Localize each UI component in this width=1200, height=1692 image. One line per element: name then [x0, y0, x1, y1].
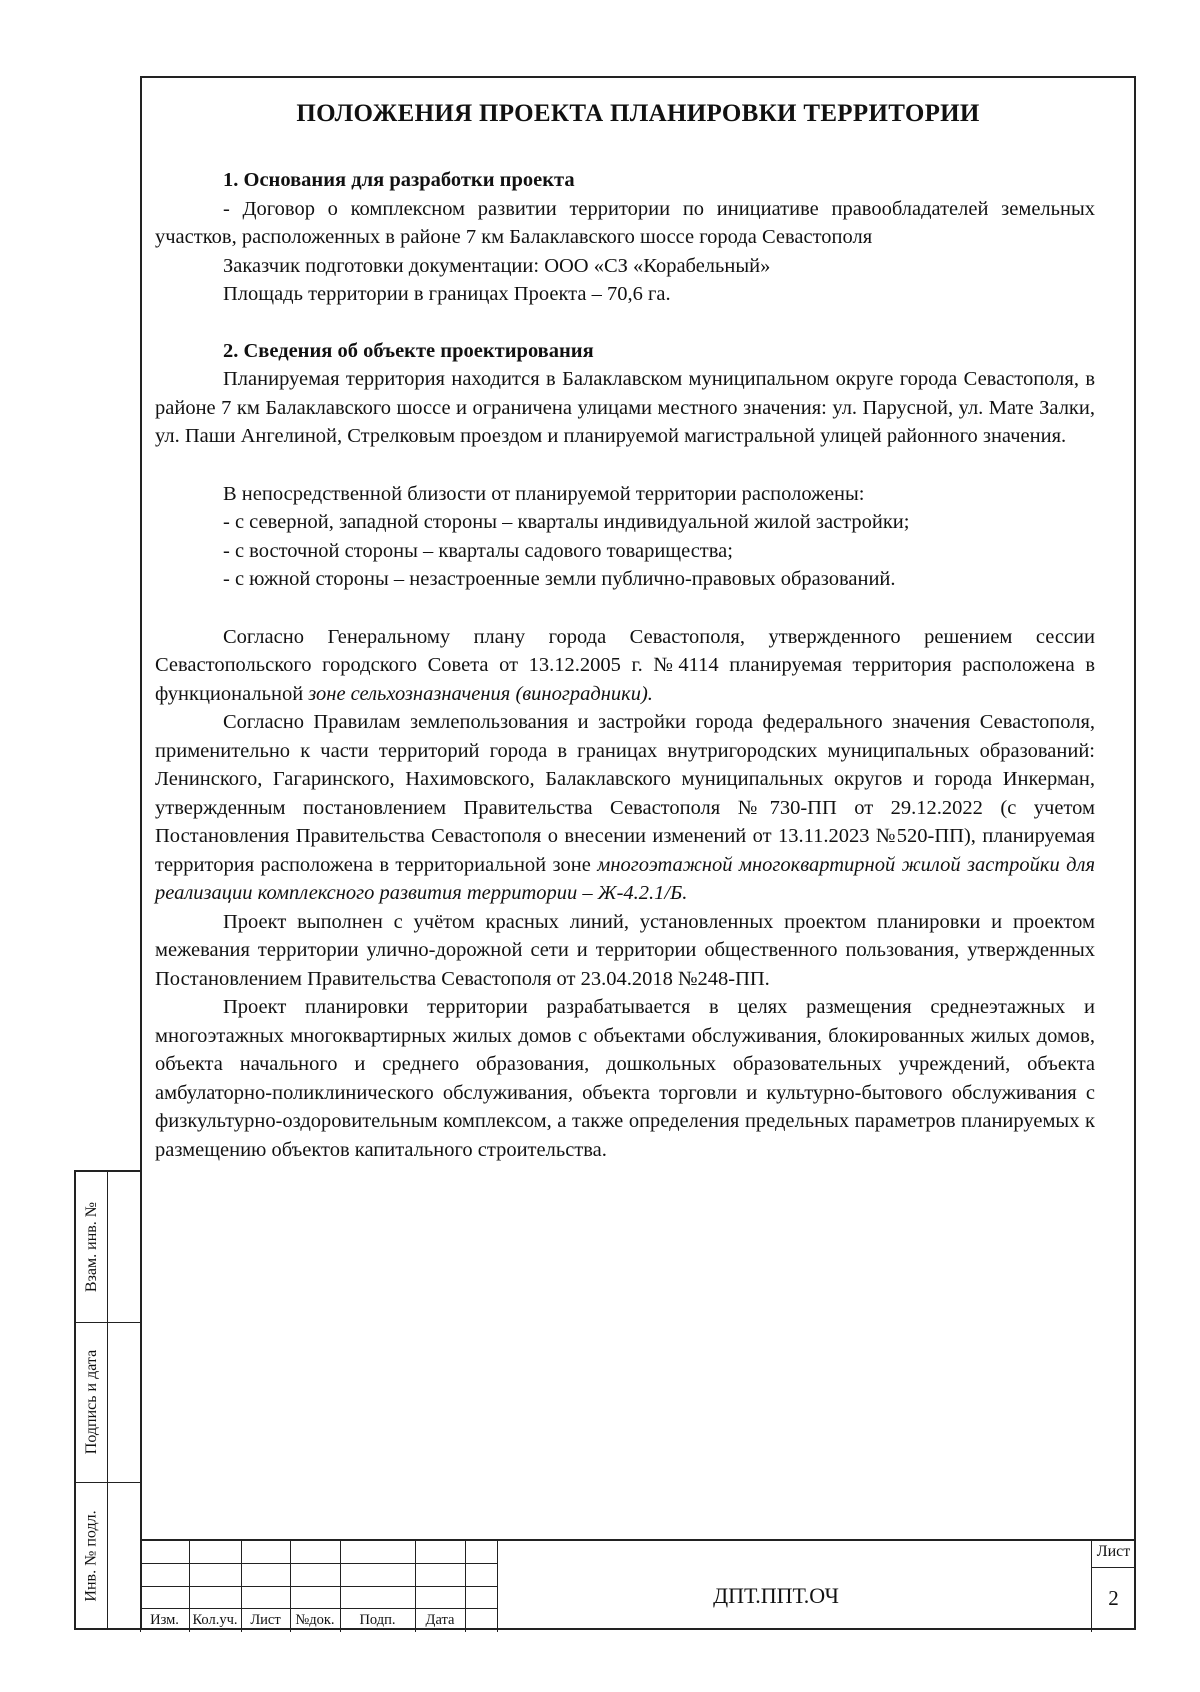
document-code: ДПТ.ППТ.ОЧ: [713, 1582, 839, 1608]
section-1-customer: Заказчик подготовки документации: ООО «СЗ «Корабельный»: [223, 254, 771, 277]
general-plan-paragraph: [155, 623, 1095, 709]
header-sheet: Лист: [250, 1611, 281, 1628]
surroundings-intro: В непосредственной близости от планируемой территории расположены:: [223, 482, 865, 505]
surroundings-north-west: - с северной, западной стороны – кварталы индивидуальной жилой застройки;: [223, 511, 910, 533]
side-stamp-signature-date: Подпись и дата: [83, 1349, 100, 1455]
zoning-rules-zone: многоэтажной многоквартирной жилой застройки для реализации комплексного развития территории – Ж-4.2.1/Б.: [155, 853, 1095, 904]
section-2-location: Планируемая территория находится в Балаклавском муниципальном округе города Севастополя, в районе 7 км Балаклавского шоссе и ограничена улицами местного значения: ул. Парусной, ул. Мате Залки, ул. Паши Ангелиной, Стрелковым проездом и планируемой магистральной улицей районного значения.: [155, 368, 1095, 447]
purpose-paragraph: Проект планировки территории разрабатывается в целях размещения среднеэтажных и многоэтажных многоквартирных жилых домов с объектами обслуживания, блокированных жилых домов, объекта начального и среднего образования, дошкольных образовательных учреждений, объекта амбулаторно-поликлинического обслуживания, объекта торговли и культурно-бытового обслуживания с физкультурно-оздоровительным комплексом, а также определения предельных параметров планируемых к размещению объектов капитального строительства.: [155, 996, 1095, 1161]
page-title: ПОЛОЖЕНИЯ ПРОЕКТА ПЛАНИРОВКИ ТЕРРИТОРИИ: [296, 100, 980, 127]
header-date: Дата: [425, 1611, 455, 1628]
zoning-rules-text: Согласно Правилам землепользования и застройки города федерального значения Севастополя, применительно к части территорий города в границах внутригородских муниципальных образований: Ленинского, Гагаринского, Нахимовского, Балаклавского муниципальных округов и города Инкерман, утвержденным постановлением Правительства Севастополя №730-ПП от 29.12.2022 (с учетом Постановления Правительства Севастополя о внесении изменений от 13.11.2023 №520-ПП), планируемая территория расположена в территориальной зоне: [155, 711, 1095, 876]
section-1-basis: - Договор о комплексном развитии территории по инициативе правообладателей земельных участков, расположенных в районе 7 км Балаклавского шоссе города Севастополя: [155, 197, 1095, 248]
side-stamp: [74, 1170, 140, 1630]
revision-table: [140, 1541, 497, 1632]
red-lines-paragraph: Проект выполнен с учётом красных линий, установленных проектом планировки и проектом межевания территории улично-дорожной сети и территории общественного пользования, утвержденных Постановлением Правительства Севастополя от 23.04.2018 №248-ПП.: [155, 910, 1095, 990]
header-count: Кол.уч.: [192, 1611, 238, 1628]
title-block: [140, 1539, 1136, 1632]
zoning-rules-paragraph: [155, 708, 1095, 908]
side-stamp-original-inv: Инв. № подл.: [83, 1510, 101, 1602]
section-1-heading: 1. Основания для разработки проекта: [223, 169, 575, 191]
document-body: [155, 166, 1095, 1164]
sheet-label: Лист: [1096, 1543, 1131, 1560]
section-2-heading: 2. Сведения об объекте проектирования: [223, 339, 594, 362]
header-signature: Подп.: [359, 1611, 396, 1628]
header-change: Изм.: [150, 1611, 179, 1628]
sheet-number: 2: [1108, 1585, 1119, 1610]
surroundings-south: - с южной стороны – незастроенные земли публично-правовых образований.: [223, 568, 896, 590]
side-stamp-replacement-inv: Взам. инв. №: [83, 1201, 101, 1293]
general-plan-zone: зоне сельхозназначения (виноградники).: [308, 682, 653, 705]
general-plan-text: Согласно Генеральному плану города Севастополя, утвержденного решением сессии Севастопольского городского Совета от 13.12.2005 г. №4114 планируемая территория расположена в функциональной: [155, 625, 1095, 705]
header-doc-number: №док.: [295, 1611, 335, 1628]
surroundings-east: - с восточной стороны – кварталы садового товарищества;: [223, 539, 733, 562]
section-1-area: Площадь территории в границах Проекта – 70,6 га.: [223, 283, 671, 305]
